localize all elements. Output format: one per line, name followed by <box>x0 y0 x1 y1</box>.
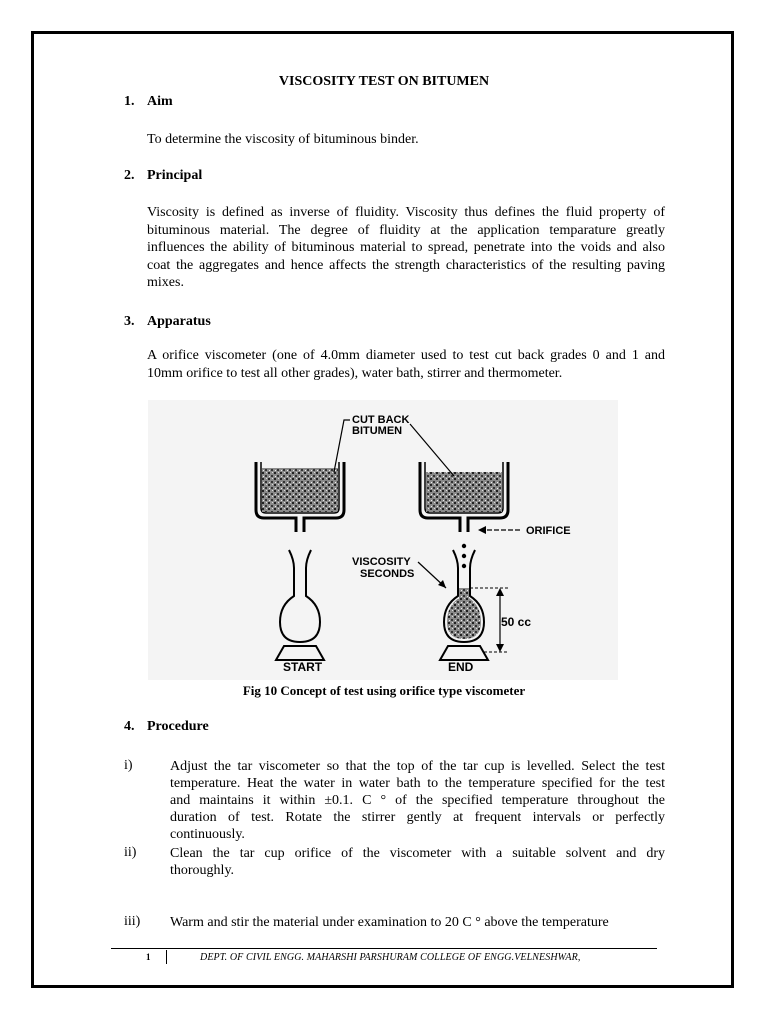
end-label: END <box>448 660 474 674</box>
section-4-heading: Procedure <box>147 719 209 734</box>
step-1-text <box>170 758 665 843</box>
section-2-number: 2. <box>124 168 135 183</box>
step-line: Adjust the tar viscometer so that the top of the tar cup is levelled. Select the test <box>170 759 665 774</box>
document-title: VISCOSITY TEST ON BITUMEN <box>278 74 490 89</box>
section-4-number: 4. <box>124 719 135 734</box>
page-number: 1 <box>146 952 151 962</box>
apparatus-line: A orifice viscometer (one of 4.0mm diameter used to test cut back grades 0 and 1 and <box>147 348 665 363</box>
principal-line: coat the aggregates and hence affects the strength characteristics of the resulting paving <box>147 257 665 273</box>
step-line: Warm and stir the material under examination to 20 C ° above the temperature <box>170 915 609 930</box>
right-cup-bitumen <box>426 472 502 512</box>
step-2-numeral: ii) <box>124 845 137 860</box>
step-3-text <box>170 914 665 931</box>
figure-background <box>148 400 618 680</box>
orifice-label: ORIFICE <box>526 525 571 537</box>
section-1-number: 1. <box>124 94 135 109</box>
footer-separator <box>166 950 167 964</box>
section-1-heading: Aim <box>147 94 173 109</box>
step-line: and maintains it within ±0.1. C ° of the specified temperature throughout the <box>170 793 665 808</box>
step-1-numeral: i) <box>124 758 133 773</box>
footer-rule <box>111 948 657 949</box>
step-line: duration of test. Rotate the stirrer gently at frequent intervals or perfectly <box>170 810 665 825</box>
drop <box>462 544 466 548</box>
step-line: thoroughly. <box>170 863 235 878</box>
footer-text: DEPT. OF CIVIL ENGG. MAHARSHI PARSHURAM COLLEGE OF ENGG.VELNESHWAR, <box>200 952 581 963</box>
drop <box>462 564 466 568</box>
principal-line: bituminous material. The degree of fluidity at the application temparature greatly <box>147 222 665 238</box>
section-2-heading: Principal <box>147 168 203 183</box>
section-3-number: 3. <box>124 314 135 329</box>
figure-caption: Fig 10 Concept of test using orifice type viscometer <box>242 683 526 698</box>
step-3-numeral: iii) <box>124 914 141 929</box>
viscosity-label: VISCOSITY <box>352 556 411 568</box>
bitumen-label: BITUMEN <box>352 425 403 437</box>
volume-label: 50 cc <box>501 615 532 629</box>
start-label: START <box>283 660 323 674</box>
step-line: continuously. <box>170 827 245 842</box>
cut-back-label: CUT BACK <box>352 414 410 426</box>
principal-line: influences the ability of bituminous material to spread, penetrate into the voids and also <box>147 240 665 255</box>
drop <box>462 554 466 558</box>
aim-paragraph <box>147 131 665 149</box>
principal-line: mixes. <box>147 275 184 290</box>
section-3-heading: Apparatus <box>147 314 211 329</box>
step-line: Clean the tar cup orifice of the viscometer with a suitable solvent and dry <box>170 846 665 861</box>
aim-line: To determine the viscosity of bituminous binder. <box>147 132 419 147</box>
step-line: temperature. Heat the water in water bath to the temperature specified for the test <box>170 776 665 791</box>
apparatus-line: 10mm orifice to test all other grades), water bath, stirrer and thermometer. <box>147 365 563 381</box>
principal-paragraph <box>147 204 665 292</box>
step-2-text <box>170 845 665 879</box>
left-cup-bitumen <box>262 468 338 512</box>
apparatus-paragraph <box>147 347 665 382</box>
viscometer-figure <box>148 400 618 680</box>
principal-line: Viscosity is defined as inverse of fluidity. Viscosity thus defines the fluid property of <box>147 205 665 220</box>
seconds-label: SECONDS <box>360 568 415 580</box>
